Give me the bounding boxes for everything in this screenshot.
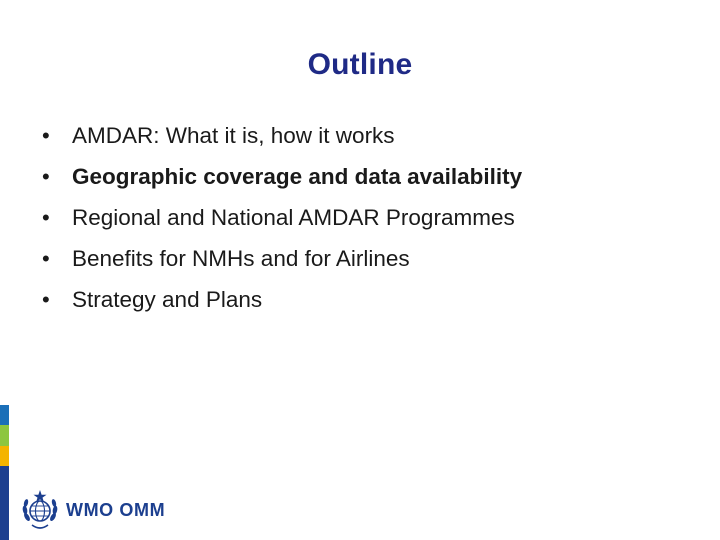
bullet-text: Benefits for NMHs and for Airlines bbox=[72, 246, 410, 271]
bullet-list bbox=[42, 115, 522, 320]
bullet-text: AMDAR: What it is, how it works bbox=[72, 123, 395, 148]
bullet-dot-icon: • bbox=[42, 246, 50, 271]
bullet-text: Regional and National AMDAR Programmes bbox=[72, 205, 515, 230]
brand-stripe-yellow bbox=[0, 446, 9, 466]
bullet-item bbox=[42, 197, 522, 238]
bullet-dot-icon: • bbox=[42, 164, 50, 189]
wmo-emblem-icon bbox=[20, 487, 60, 533]
wmo-logo bbox=[20, 486, 165, 534]
wmo-logo-text: WMO OMM bbox=[66, 499, 166, 520]
brand-stripe-green bbox=[0, 425, 9, 446]
bullet-dot-icon: • bbox=[42, 205, 50, 230]
slide-title: Outline bbox=[307, 48, 413, 81]
bullet-dot-icon: • bbox=[42, 287, 50, 312]
brand-stripe-navy bbox=[0, 466, 9, 540]
bullet-item bbox=[42, 279, 522, 320]
brand-stripe-blue bbox=[0, 405, 9, 425]
bullet-text: Strategy and Plans bbox=[72, 287, 263, 312]
bullet-item-highlighted bbox=[42, 156, 522, 197]
bullet-text: Geographic coverage and data availability bbox=[72, 164, 523, 189]
bullet-item bbox=[42, 115, 522, 156]
bullet-item bbox=[42, 238, 522, 279]
bullet-dot-icon: • bbox=[42, 123, 50, 148]
